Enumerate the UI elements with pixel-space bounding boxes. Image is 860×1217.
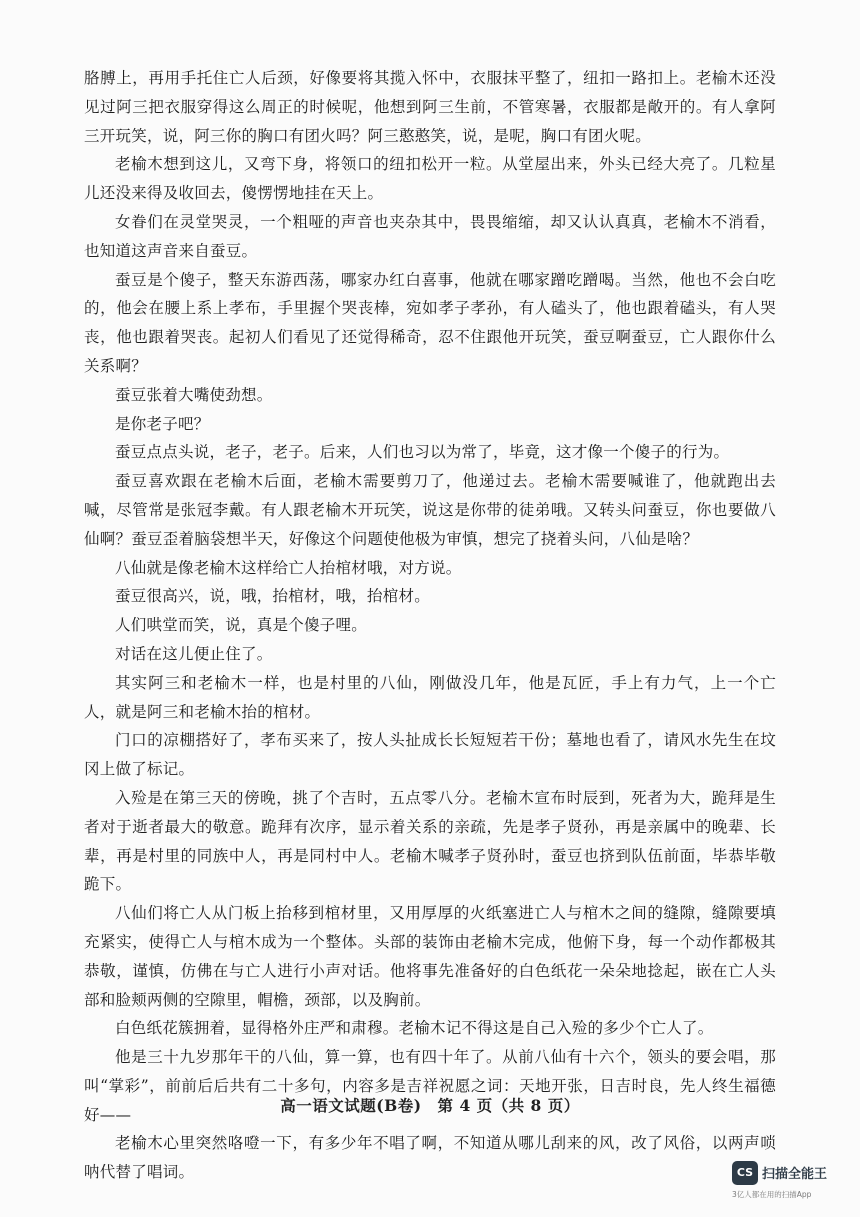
paragraph: 门口的凉棚搭好了，孝布买来了，按人头扯成长长短短若干份；墓地也看了，请风水先生在坟冈上做了标记。: [84, 731, 776, 779]
watermark-app-name: 扫描全能王: [762, 1167, 828, 1182]
paragraph: 蚕豆喜欢跟在老榆木后面，老榆木需要剪刀了，他递过去。老榆木需要喊谁了，他就跑出去喊，尽管常是张冠李戴。有人跟老榆木开玩笑，说这是你带的徒弟哦。又转头问蚕豆，你也要做八仙啊？蚕豆歪着脑袋想半天，好像这个问题使他极为审慎，想完了挠着头问，八仙是啥？: [84, 472, 776, 548]
document-body: [84, 64, 776, 1187]
paragraph: 白色纸花簇拥着，显得格外庄严和肃穆。老榆木记不得这是自己入殓的多少个亡人了。: [115, 1019, 714, 1038]
paragraph: 蚕豆很高兴，说，哦，抬棺材，哦，抬棺材。: [115, 587, 431, 606]
page-footer: 高一语文试题(B卷) 第 4 页（共 8 页）: [280, 1096, 580, 1115]
paragraph: 蚕豆是个傻子，整天东游西荡，哪家办红白喜事，他就在哪家蹭吃蹭喝。当然，他也不会白吃的，他会在腰上系上孝布，手里握个哭丧棒，宛如孝子孝孙，有人磕头了，他也跟着磕头，有人哭丧，他也跟着哭丧。起初人们看见了还觉得稀奇，忍不住跟他开玩笑，蚕豆啊蚕豆，亡人跟你什么关系啊？: [84, 270, 776, 375]
paragraph: 八仙们将亡人从门板上抬移到棺材里，又用厚厚的火纸塞进亡人与棺木之间的缝隙，缝隙要填充紧实，使得亡人与棺木成为一个整体。头部的装饰由老榆木完成，他俯下身，每一个动作都极其恭敬，谨慎，仿佛在与亡人进行小声对话。他将事先准备好的白色纸花一朵朵地捻起，嵌在亡人头部和脸颊两侧的空隙里，帽檐，颈部，以及胸前。: [84, 904, 776, 1009]
paragraph: 对话在这儿便止住了。: [115, 644, 273, 663]
paragraph: 入殓是在第三天的傍晚，挑了个吉时，五点零八分。老榆木宣布时辰到，死者为大，跪拜是生者对于逝者最大的敬意。跪拜有次序，显示着关系的亲疏，先是孝子贤孙，再是亲属中的晚辈、长辈，再是村里的同族中人，再是同村中人。老榆木喊孝子贤孙时，蚕豆也挤到队伍前面，毕恭毕敬跪下。: [84, 788, 776, 894]
watermark-tagline: 3亿人都在用的扫描App: [732, 1190, 812, 1199]
paragraph: 蚕豆点点头说，老子，老子。后来，人们也习以为常了，毕竟，这才像一个傻子的行为。: [115, 443, 730, 462]
paragraph: 人们哄堂而笑，说，真是个傻子哩。: [115, 616, 368, 635]
camscanner-logo-icon: CS: [732, 1161, 758, 1185]
paragraph: 八仙就是像老榆木这样给亡人抬棺材哦，对方说。: [115, 558, 462, 577]
paragraph: 是你老子吧？: [115, 414, 210, 433]
paragraph: 老榆木想到这儿，又弯下身，将领口的纽扣松开一粒。从堂屋出来，外头已经大亮了。几粒星儿还没来得及收回去，傻愣愣地挂在天上。: [84, 155, 776, 203]
scanner-watermark: [732, 1159, 842, 1199]
paragraph: 蚕豆张着大嘴使劲想。: [115, 385, 273, 404]
paragraph: 他是三十九岁那年干的八仙，算一算，也有四十年了。从前八仙有十六个，领头的要会唱，那叫“掌彩”，前前后后共有二十多句，内容多是吉祥祝愿之词：天地开张，日吉时良，先人终生福德好——: [84, 1048, 776, 1124]
paragraph: 其实阿三和老榆木一样，也是村里的八仙，刚做没几年，他是瓦匠，手上有力气，上一个亡人，就是阿三和老榆木抬的棺材。: [84, 673, 776, 721]
paragraph: 老榆木心里突然咯噔一下，有多少年不唱了啊，不知道从哪儿刮来的风，改了风俗，以两声唢呐代替了唱词。: [84, 1134, 776, 1182]
paragraph: 女眷们在灵堂哭灵，一个粗哑的声音也夹杂其中，畏畏缩缩，却又认认真真，老榆木不消看，也知道这声音来自蚕豆。: [84, 212, 776, 260]
paragraph: 胳膊上，再用手托住亡人后颈，好像要将其揽入怀中，衣服抹平整了，纽扣一路扣上。老榆木还没见过阿三把衣服穿得这么周正的时候呢，他想到阿三生前，不管寒暑，衣服都是敞开的。有人拿阿三开玩笑，说，阿三你的胸口有团火吗？阿三憨憨笑，说，是呢，胸口有团火呢。: [84, 69, 776, 145]
